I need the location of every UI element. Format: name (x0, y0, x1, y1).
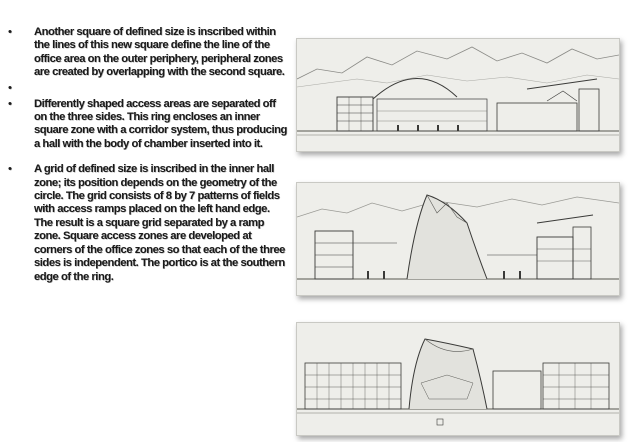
bullet-text: A grid of defined size is inscribed in the inner hall zone; its position depends on the geometry of the circle. The grid consists of 8 by 7 patterns of fields with access ramps placed on the left hand edge. The result is a square grid separated by a ramp zone. Square access zones are developed at corners of the office zones so that each of the three sides is independent. The portico is at the southern edge of the ring. (34, 163, 285, 283)
bullet-list (8, 26, 288, 284)
bullet-text: Differently shaped access areas are separated off on the three sides. This ring encloses an inner square zone with a corridor system, thus producing a hall with the body of chamber inserted into it. (34, 97, 287, 150)
bullet-item (8, 26, 288, 80)
bullet-marker: • (8, 97, 12, 110)
bullet-item (8, 98, 288, 152)
architectural-section-sketch-icon (297, 183, 619, 295)
architectural-section-sketch-icon (297, 323, 619, 435)
bullet-marker: • (8, 81, 12, 94)
bullet-text: Another square of defined size is inscribed within the lines of this new square define the line of the office area on the outer periphery, peripheral zones are created by overlapping with the second square. (34, 26, 285, 79)
bullet-marker: • (8, 26, 12, 38)
bullet-item (8, 163, 288, 284)
section-drawing-3 (296, 322, 620, 436)
architectural-section-sketch-icon (297, 39, 619, 151)
section-drawing-1 (296, 38, 620, 152)
bullet-item-empty (8, 82, 288, 96)
section-drawing-2 (296, 182, 620, 296)
bullet-marker: • (8, 163, 12, 176)
